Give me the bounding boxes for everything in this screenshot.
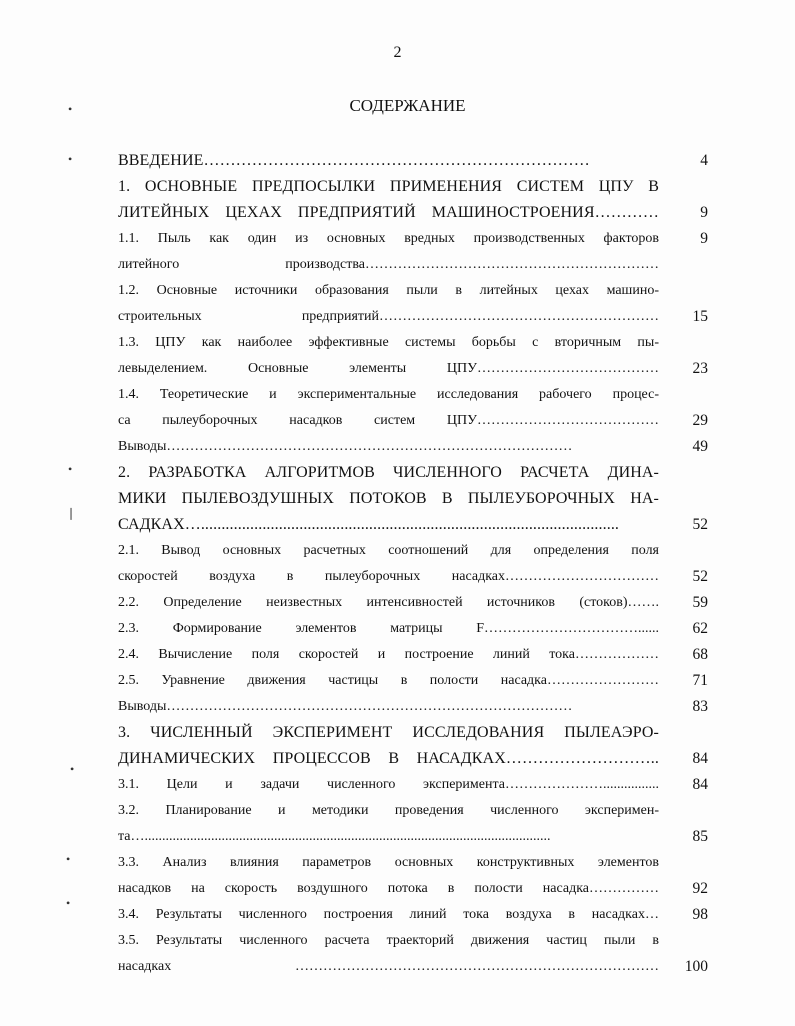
toc-entry-line: 1.2. Основные источники образования пыли в литейных цехах машино- bbox=[118, 283, 659, 298]
toc-entry-line: САДКАХ…...................................................................................................... bbox=[118, 516, 620, 533]
scan-speck: • bbox=[66, 852, 71, 866]
toc-entry-line: 2.5. Уравнение движения частицы в полости насадка…………………… bbox=[118, 673, 659, 688]
toc-entry bbox=[118, 772, 708, 798]
toc-entry-line: Выводы…………………………………………………………………………… bbox=[118, 699, 573, 714]
toc-entry-line: са пылеуборочных насадков систем ЦПУ………………………………… bbox=[118, 413, 659, 428]
scan-speck: • bbox=[68, 102, 73, 116]
page-title: СОДЕРЖАНИЕ bbox=[349, 96, 466, 115]
toc-entry bbox=[118, 694, 708, 720]
toc-entry-text bbox=[118, 382, 659, 434]
toc-entry-line: скоростей воздуха в пылеуборочных насадках…………………………… bbox=[118, 569, 659, 584]
toc-entry-line: 3.5. Результаты численного расчета траекторий движения частиц пыли в bbox=[118, 933, 659, 948]
scan-speck: ❘ bbox=[66, 506, 77, 520]
toc-entry-line: МИКИ ПЫЛЕВОЗДУШНЫХ ПОТОКОВ В ПЫЛЕУБОРОЧНЫХ НА- bbox=[118, 490, 659, 507]
toc-entry-text bbox=[118, 434, 659, 460]
toc-entry-line: 1.4. Теоретические и экспериментальные исследования рабочего процес- bbox=[118, 387, 659, 402]
toc-entry-page: 98 bbox=[692, 906, 708, 923]
toc-entry-page: 84 bbox=[692, 750, 708, 767]
toc-entry bbox=[118, 148, 708, 174]
toc-entry-text bbox=[118, 278, 659, 330]
toc-entry-line: 2.4. Вычисление поля скоростей и построение линий тока……………… bbox=[118, 647, 659, 662]
toc-entry-line: ЛИТЕЙНЫХ ЦЕХАХ ПРЕДПРИЯТИЙ МАШИНОСТРОЕНИЯ………… bbox=[118, 204, 659, 221]
page-number: 2 bbox=[393, 44, 402, 61]
scan-speck: • bbox=[68, 152, 73, 166]
toc-entry-line: 2.1. Вывод основных расчетных соотношений для определения поля bbox=[118, 543, 659, 558]
toc-entry-text bbox=[118, 850, 659, 902]
toc-entry bbox=[118, 460, 708, 538]
toc-entry-text bbox=[118, 616, 659, 642]
table-of-contents bbox=[118, 148, 708, 980]
toc-entry bbox=[118, 850, 708, 902]
scan-speck: • bbox=[68, 462, 73, 476]
toc-entry bbox=[118, 382, 708, 434]
toc-entry-line: 3. ЧИСЛЕННЫЙ ЭКСПЕРИМЕНТ ИССЛЕДОВАНИЯ ПЫЛЕАЭРО- bbox=[118, 724, 659, 741]
toc-entry-page: 52 bbox=[692, 516, 708, 533]
toc-entry bbox=[118, 174, 708, 226]
toc-entry-line: насадках …………………………………………………………………… bbox=[118, 959, 659, 974]
toc-entry-page: 9 bbox=[700, 230, 708, 247]
toc-entry bbox=[118, 226, 708, 278]
toc-entry bbox=[118, 798, 708, 850]
scan-speck: • bbox=[66, 896, 71, 910]
toc-entry-line: насадков на скорость воздушного потока в полости насадка…………… bbox=[118, 881, 659, 896]
toc-entry-text bbox=[118, 590, 659, 616]
toc-entry bbox=[118, 642, 708, 668]
toc-entry-page: 23 bbox=[692, 360, 708, 377]
toc-entry-line: 3.2. Планирование и методики проведения численного эксперимен- bbox=[118, 803, 659, 818]
toc-entry-text bbox=[118, 330, 659, 382]
toc-entry-page: 100 bbox=[684, 958, 708, 975]
toc-entry-page: 92 bbox=[692, 880, 708, 897]
toc-entry bbox=[118, 590, 708, 616]
toc-entry-page: 59 bbox=[692, 594, 708, 611]
toc-entry-page: 4 bbox=[700, 152, 708, 169]
toc-entry-text bbox=[118, 720, 659, 772]
toc-entry-line: 3.3. Анализ влияния параметров основных конструктивных элементов bbox=[118, 855, 659, 870]
toc-entry-text bbox=[118, 668, 659, 694]
toc-entry-page: 52 bbox=[692, 568, 708, 585]
toc-entry-text bbox=[118, 902, 659, 928]
toc-entry-text bbox=[118, 928, 659, 980]
toc-entry bbox=[118, 928, 708, 980]
toc-entry-page: 62 bbox=[692, 620, 708, 637]
toc-entry bbox=[118, 902, 708, 928]
toc-entry-text bbox=[118, 798, 659, 850]
toc-entry-line: литейного производства……………………………………………………… bbox=[118, 257, 659, 272]
toc-entry-line: та….................................................................................................................... bbox=[118, 829, 551, 844]
scan-speck: • bbox=[70, 762, 75, 776]
toc-entry-page: 84 bbox=[692, 776, 708, 793]
toc-entry-text bbox=[118, 226, 659, 278]
toc-entry-line: 1. ОСНОВНЫЕ ПРЕДПОСЫЛКИ ПРИМЕНЕНИЯ СИСТЕМ ЦПУ В bbox=[118, 178, 659, 195]
toc-entry-line: Выводы…………………………………………………………………………… bbox=[118, 439, 573, 454]
toc-entry-text bbox=[118, 148, 659, 174]
toc-entry bbox=[118, 668, 708, 694]
toc-entry-page: 68 bbox=[692, 646, 708, 663]
toc-entry-line: ДИНАМИЧЕСКИХ ПРОЦЕССОВ В НАСАДКАХ……………………….. bbox=[118, 750, 659, 767]
toc-entry-page: 85 bbox=[692, 828, 708, 845]
toc-entry-line: 2.2. Определение неизвестных интенсивностей источников (стоков)……. bbox=[118, 595, 659, 610]
toc-entry-line: левыделением. Основные элементы ЦПУ………………………………… bbox=[118, 361, 659, 376]
toc-entry bbox=[118, 538, 708, 590]
toc-entry-text bbox=[118, 538, 659, 590]
toc-entry-text bbox=[118, 460, 659, 538]
toc-entry-text bbox=[118, 694, 659, 720]
toc-entry-page: 15 bbox=[692, 308, 708, 325]
toc-entry-page: 83 bbox=[692, 698, 708, 715]
toc-entry-page: 49 bbox=[692, 438, 708, 455]
toc-entry-line: 1.3. ЦПУ как наиболее эффективные системы борьбы с вторичным пы- bbox=[118, 335, 659, 350]
toc-entry-line: ВВЕДЕНИЕ……………………………………………………………… bbox=[118, 152, 590, 169]
toc-entry-line: строительных предприятий…………………………………………………… bbox=[118, 309, 659, 324]
toc-entry-line: 3.4. Результаты численного построения линий тока воздуха в насадках… bbox=[118, 907, 659, 922]
toc-entry-page: 29 bbox=[692, 412, 708, 429]
toc-entry bbox=[118, 434, 708, 460]
toc-entry-line: 3.1. Цели и задачи численного эксперимента…………………................ bbox=[118, 777, 659, 792]
toc-entry bbox=[118, 720, 708, 772]
toc-entry-line: 2.3. Формирование элементов матрицы F……………………………...... bbox=[118, 621, 659, 636]
toc-entry-page: 9 bbox=[700, 204, 708, 221]
toc-entry bbox=[118, 330, 708, 382]
toc-entry-line: 1.1. Пыль как один из основных вредных производственных факторов bbox=[118, 231, 659, 246]
toc-entry-text bbox=[118, 642, 659, 668]
toc-entry-text bbox=[118, 772, 659, 798]
toc-entry-text bbox=[118, 174, 659, 226]
toc-entry bbox=[118, 278, 708, 330]
toc-entry bbox=[118, 616, 708, 642]
toc-entry-page: 71 bbox=[692, 672, 708, 689]
toc-entry-line: 2. РАЗРАБОТКА АЛГОРИТМОВ ЧИСЛЕННОГО РАСЧЕТА ДИНА- bbox=[118, 464, 659, 481]
